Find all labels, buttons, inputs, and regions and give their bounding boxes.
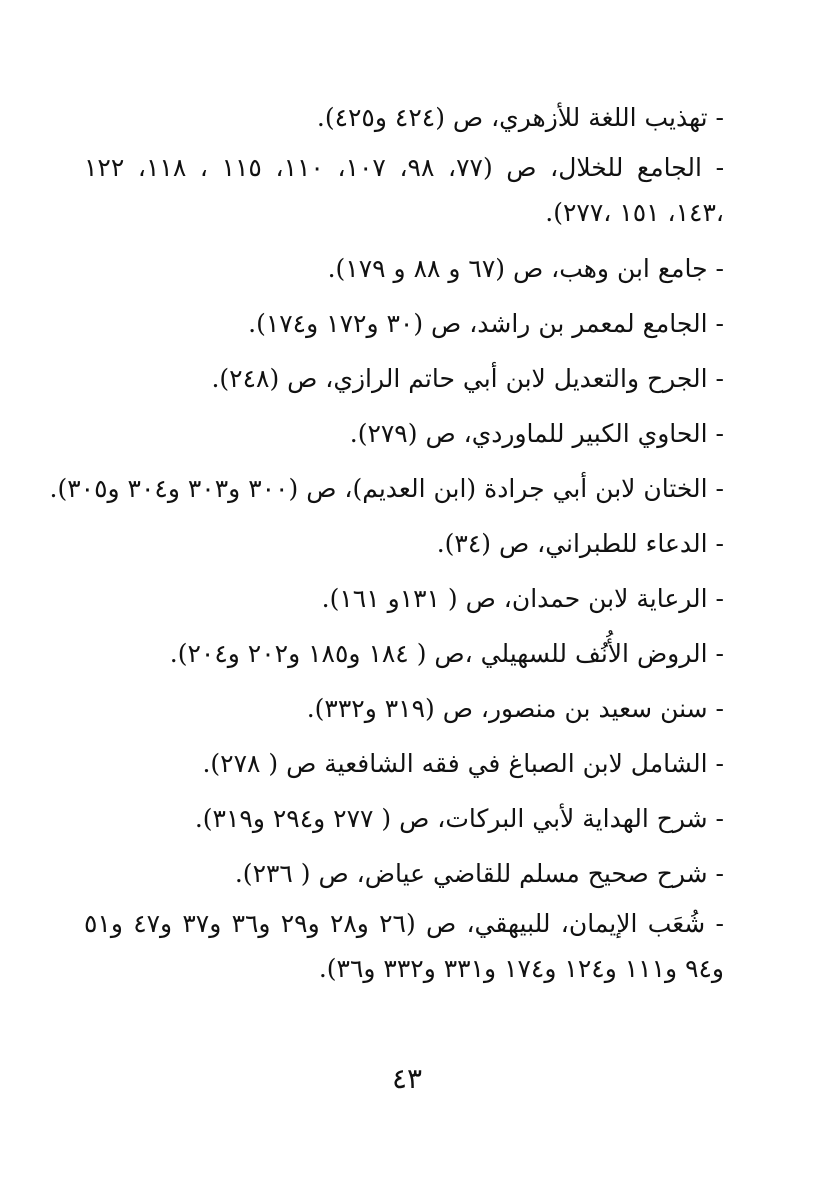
bibliography-list <box>49 90 725 997</box>
bibliography-entry: - شُعَب الإيمان، للبيهقي، ص (٢٦ و٢٨ و٢٩ و٣٦ و٣٧ و٤٧ و٥١ و٩٤ و١١١ و١٢٤ و١٧٤ و٣٣١ و٣٣٢ و٣٦). <box>84 909 724 983</box>
bibliography-entry: - شرح صحيح مسلم للقاضي عياض، ص ( ٢٣٦). <box>234 859 724 888</box>
bibliography-entry: - شرح الهداية لأبي البركات، ص ( ٢٧٧ و٢٩٤ و٣١٩). <box>194 804 724 833</box>
page-number: ٤٣ <box>391 1062 423 1095</box>
bibliography-entry: - سنن سعيد بن منصور، ص (٣١٩ و٣٣٢). <box>306 694 724 723</box>
bibliography-entry: - الروض الأُنُف للسهيلي ،ص ( ١٨٤ و١٨٥ و٢٠٢ و٢٠٤). <box>169 639 724 668</box>
bibliography-entry: - جامع ابن وهب، ص (٦٧ و ٨٨ و ١٧٩). <box>327 254 724 283</box>
bibliography-entry: - الرعاية لابن حمدان، ص ( ١٣١و ١٦١). <box>321 584 724 613</box>
bibliography-entry: - الجامع لمعمر بن راشد، ص (٣٠ و١٧٢ و١٧٤). <box>248 309 724 338</box>
bibliography-entry: - تهذيب اللغة للأزهري، ص (٤٢٤ و٤٢٥). <box>316 103 724 132</box>
bibliography-entry: - الجامع للخلال، ص (٧٧، ٩٨، ١٠٧، ١١٠، ١١٥ ، ١١٨، ١٢٢ ،١٤٣، ١٥١ ،٢٧٧). <box>84 153 725 227</box>
bibliography-entry: - الدعاء للطبراني، ص (٣٤). <box>436 529 724 558</box>
bibliography-entry: - الجرح والتعديل لابن أبي حاتم الرازي، ص (٢٤٨). <box>211 364 724 393</box>
bibliography-entry: - الشامل لابن الصباغ في فقه الشافعية ص ( ٢٧٨). <box>202 749 724 778</box>
bibliography-entry: - الحاوي الكبير للماوردي، ص (٢٧٩). <box>349 419 724 448</box>
bibliography-entry: - الختان لابن أبي جرادة (ابن العديم)، ص (٣٠٠ و٣٠٣ و٣٠٤ و٣٠٥). <box>49 474 724 503</box>
